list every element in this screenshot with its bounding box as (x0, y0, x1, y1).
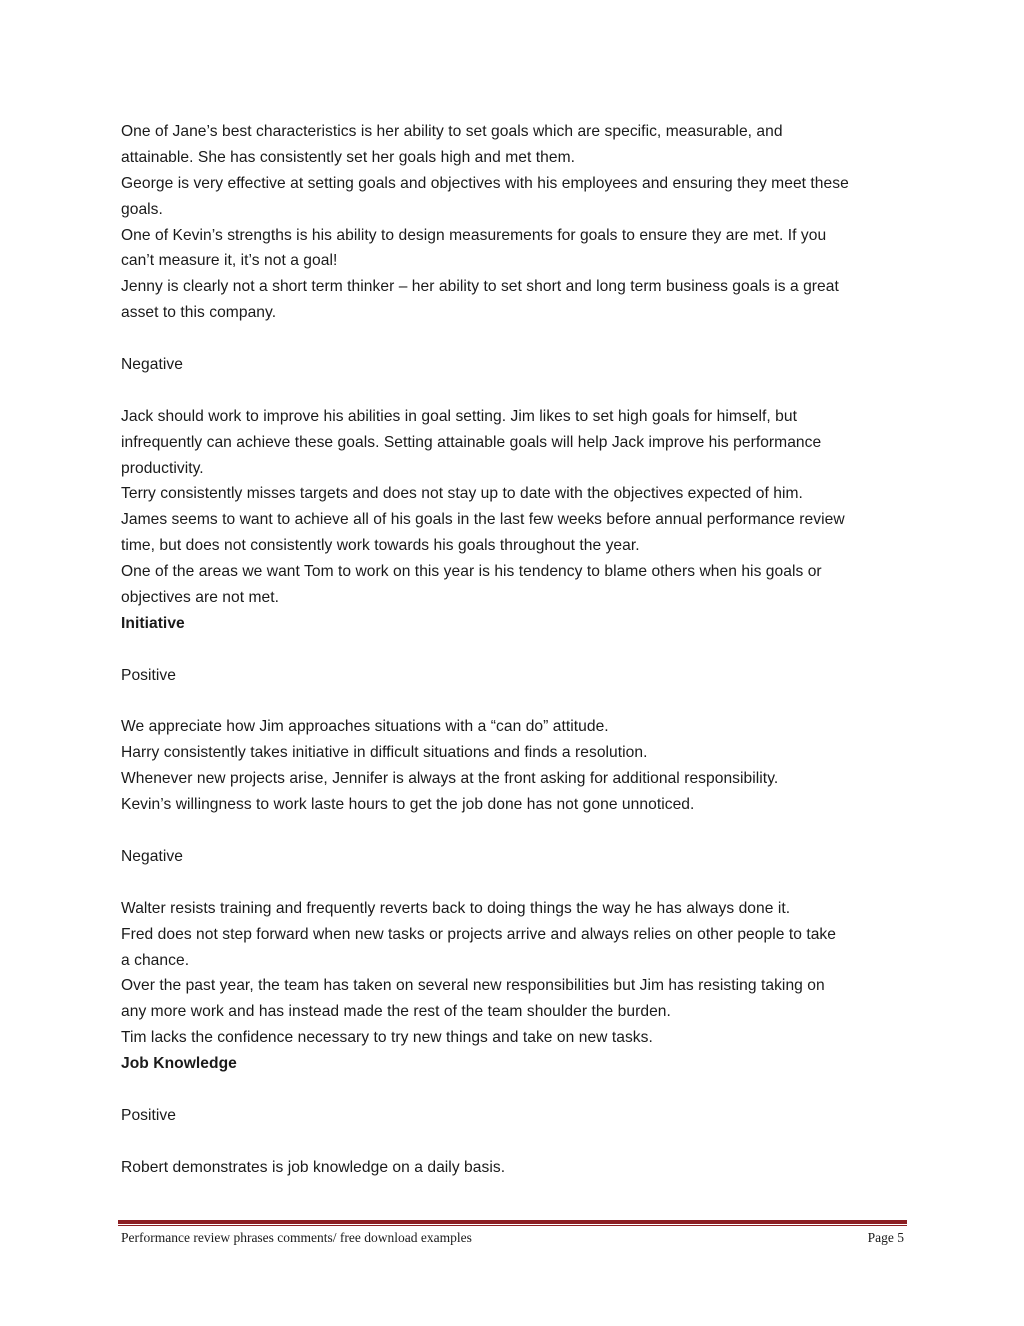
footer-rule-thick (118, 1220, 907, 1224)
text-line: Jack should work to improve his abilities in goal setting. Jim likes to set high goals for himself, but (121, 407, 797, 425)
text-line: goals. (121, 200, 163, 218)
blank-line (121, 818, 911, 844)
text-line: objectives are not met. (121, 589, 280, 607)
text-line: productivity. (121, 459, 204, 477)
text-line: can’t measure it, it’s not a goal! (121, 252, 338, 270)
blank-line (121, 378, 911, 404)
blank-line (121, 870, 911, 896)
blank-line (121, 689, 911, 715)
text-line: Walter resists training and frequently reverts back to doing things the way he has always done it. (121, 899, 791, 917)
text-line: Over the past year, the team has taken on several new responsibilities but Jim has resisting taking on (121, 977, 825, 995)
document-body (121, 119, 911, 1181)
text-line: any more work and has instead made the rest of the team shoulder the burden. (121, 1003, 671, 1021)
text-line: time, but does not consistently work towards his goals throughout the year. (121, 537, 640, 555)
text-line: Whenever new projects arise, Jennifer is always at the front asking for additional responsibility. (121, 770, 779, 788)
blank-line (121, 637, 911, 663)
text-line: a chance. (121, 951, 190, 969)
text-line: Tim lacks the confidence necessary to try new things and take on new tasks. (121, 1029, 653, 1047)
text-line: Terry consistently misses targets and does not stay up to date with the objectives expected of him. (121, 485, 803, 503)
text-line: Harry consistently takes initiative in difficult situations and finds a resolution. (121, 744, 648, 762)
text-line: infrequently can achieve these goals. Setting attainable goals will help Jack improve his performance (121, 433, 822, 451)
text-line: Negative (121, 356, 183, 374)
text-line: We appreciate how Jim approaches situations with a “can do” attitude. (121, 718, 609, 736)
text-line: James seems to want to achieve all of his goals in the last few weeks before annual performance review (121, 511, 845, 529)
footer-rule-thin (118, 1225, 907, 1226)
text-line: One of Kevin’s strengths is his ability to design measurements for goals to ensure they are met. If you (121, 226, 827, 244)
blank-line (121, 1129, 911, 1155)
text-line: One of Jane’s best characteristics is her ability to set goals which are specific, measurable, and (121, 123, 783, 140)
blank-line (121, 1077, 911, 1103)
text-line: Fred does not step forward when new tasks or projects arrive and always relies on other people to take (121, 925, 836, 943)
page-number: Page 5 (867, 1230, 904, 1245)
text-line: Robert demonstrates is job knowledge on a daily basis. (121, 1158, 506, 1176)
text-line: Positive (121, 666, 177, 684)
blank-line (121, 326, 911, 352)
text-line: attainable. She has consistently set her goals high and met them. (121, 148, 576, 166)
text-line: asset to this company. (121, 304, 277, 322)
text-line: George is very effective at setting goals and objectives with his employees and ensuring they meet these (121, 174, 849, 192)
text-line: Kevin’s willingness to work laste hours to get the job done has not gone unnoticed. (121, 796, 695, 814)
text-line: Jenny is clearly not a short term thinker – her ability to set short and long term business goals is a great (121, 278, 839, 296)
section-heading: Job Knowledge (121, 1055, 237, 1073)
text-line: One of the areas we want Tom to work on this year is his tendency to blame others when his goals or (121, 563, 822, 581)
text-line: Negative (121, 847, 183, 865)
section-heading: Initiative (121, 614, 185, 632)
text-line: Positive (121, 1106, 177, 1124)
footer-title: Performance review phrases comments/ free download examples (121, 1230, 472, 1245)
